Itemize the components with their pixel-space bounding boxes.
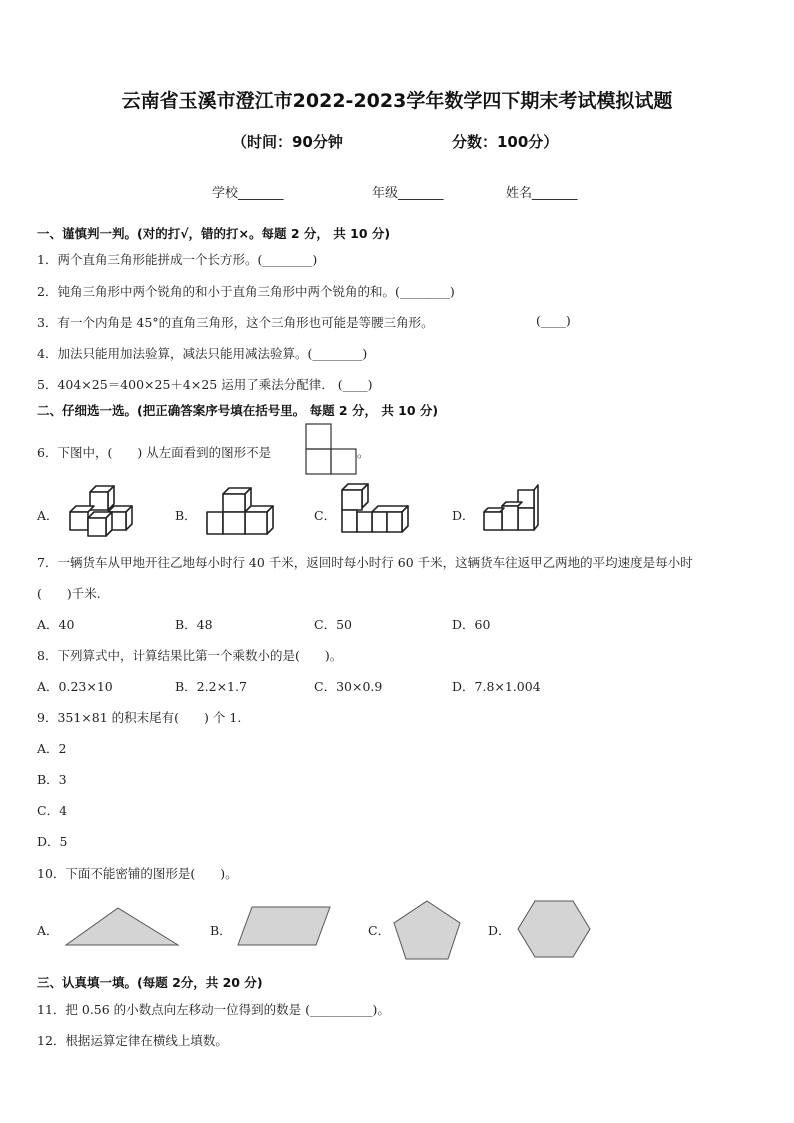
question-11: 11．把 0.56 的小数点向左移动一位得到的数是 (__________)。 (37, 1002, 390, 1017)
option-8c[interactable]: C．30×0.9 (314, 679, 383, 694)
question-7-line2: ( )千米. (37, 586, 101, 601)
question-2: 2．钝角三角形中两个锐角的和小于直角三角形中两个锐角的和。(________) (37, 284, 455, 299)
name-field: 姓名_______ (506, 186, 578, 201)
option-9c[interactable]: C．4 (37, 803, 68, 818)
option-6c-label[interactable]: C． (314, 508, 337, 523)
grade-field: 年级_______ (372, 186, 444, 201)
section-heading-3: 三、认真填一填。(每题 2分，共 20 分) (37, 975, 263, 990)
option-10b-label[interactable]: B． (210, 923, 232, 938)
option-6d-label[interactable]: D． (452, 508, 475, 523)
page-title: 云南省玉溪市澄江市2022-2023学年数学四下期末考试模拟试题 (121, 90, 673, 112)
left-view-figure (305, 423, 357, 477)
question-6-end: 。 (357, 445, 370, 460)
exam-time: （时间：90分钟 (232, 133, 343, 151)
option-9d[interactable]: D．5 (37, 834, 68, 849)
option-6b-label[interactable]: B． (175, 508, 197, 523)
section-heading-1: 一、谨慎判一判。(对的打√，错的打×。每题 2 分， 共 10 分) (37, 226, 391, 241)
hexagon-shape[interactable] (516, 899, 592, 959)
option-7b[interactable]: B．48 (175, 617, 213, 632)
option-7d[interactable]: D．60 (452, 617, 491, 632)
option-9b[interactable]: B．3 (37, 772, 67, 787)
cube-figure-a[interactable] (68, 484, 140, 540)
pentagon-shape[interactable] (392, 899, 462, 961)
option-7c[interactable]: C．50 (314, 617, 352, 632)
triangle-shape[interactable] (64, 906, 180, 948)
question-10: 10．下面不能密铺的图形是( )。 (37, 866, 238, 881)
option-8a[interactable]: A．0.23×10 (37, 679, 113, 694)
section-heading-2: 二、仔细选一选。(把正确答案序号填在括号里。 每题 2 分， 共 10 分) (37, 403, 439, 418)
option-8b[interactable]: B．2.2×1.7 (175, 679, 247, 694)
option-10a-label[interactable]: A． (37, 923, 59, 938)
question-1: 1．两个直角三角形能拼成一个长方形。(________) (37, 252, 318, 267)
exam-score: 分数：100分） (452, 133, 559, 151)
cube-figure-d[interactable] (482, 482, 558, 540)
option-6a-label[interactable]: A． (37, 508, 59, 523)
option-10d-label[interactable]: D． (488, 923, 511, 938)
school-field: 学校_______ (212, 186, 284, 201)
question-9: 9．351×81 的积末尾有( ) 个 1. (37, 710, 242, 725)
parallelogram-shape[interactable] (236, 905, 332, 947)
question-3: 3．有一个内角是 45°的直角三角形，这个三角形也可能是等腰三角形。 (37, 315, 434, 330)
question-4: 4．加法只能用加法验算，减法只能用减法验算。(________) (37, 346, 368, 361)
option-10c-label[interactable]: C． (368, 923, 391, 938)
cube-figure-b[interactable] (205, 486, 281, 540)
question-7-line1: 7．一辆货车从甲地开往乙地每小时行 40 千米，返回时每小时行 60 千米，这辆货车往返甲乙两地的平均速度是每小时 (37, 555, 693, 570)
option-7a[interactable]: A．40 (37, 617, 75, 632)
question-3-blank: (____) (536, 313, 571, 328)
cube-figure-c[interactable] (338, 482, 414, 540)
question-5: 5．404×25＝400×25＋4×25 运用了乘法分配律． (____) (37, 377, 373, 392)
option-8d[interactable]: D．7.8×1.004 (452, 679, 541, 694)
question-6: 6．下图中，( ) 从左面看到的图形不是 (37, 445, 272, 460)
question-8: 8．下列算式中，计算结果比第一个乘数小的是( )。 (37, 648, 343, 663)
question-12: 12．根据运算定律在横线上填数。 (37, 1033, 228, 1048)
option-9a[interactable]: A．2 (37, 741, 67, 756)
